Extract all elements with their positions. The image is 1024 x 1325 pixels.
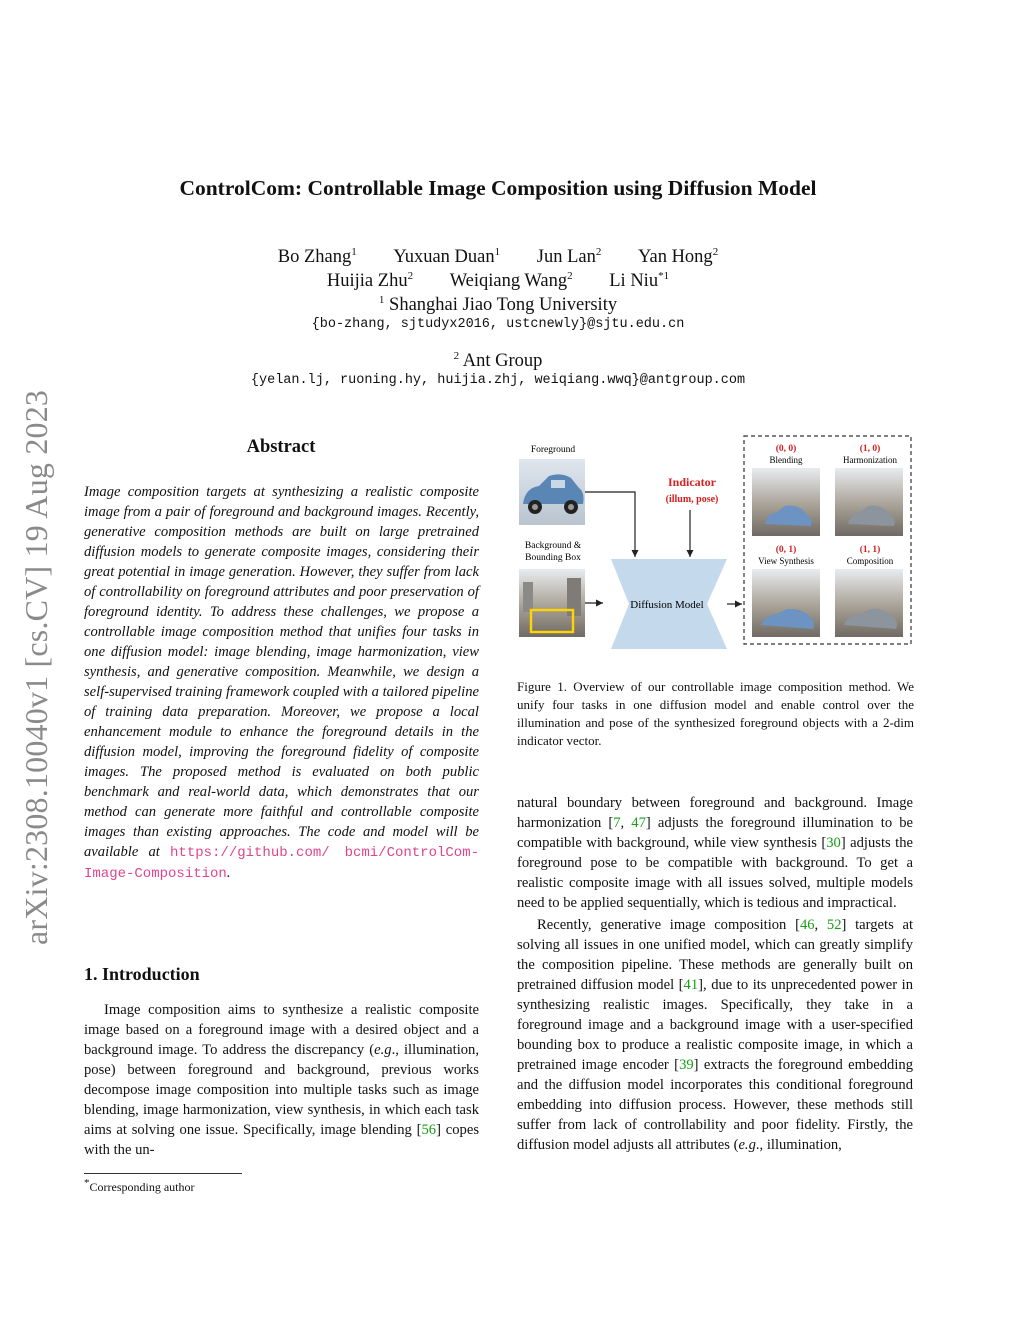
citation-link[interactable]: 56 (421, 1122, 437, 1138)
affiliation-1: $^1$ Shanghai Jiao Tong University (378, 294, 618, 316)
background-label-2: Bounding Box (525, 553, 581, 563)
figure-1-diagram (515, 432, 917, 650)
affiliation-2: $^2$ Ant Group (453, 350, 543, 372)
author: Bo Zhang$^1$ (277, 246, 357, 268)
indicator-sub-label: (illum, pose) (665, 494, 719, 505)
svg-text:(1, 0): (1, 0) (859, 444, 881, 454)
foreground-image (519, 459, 585, 525)
svg-text:View Synthesis: View Synthesis (758, 556, 814, 566)
svg-text:Composition: Composition (846, 556, 894, 566)
background-label-1: Background & (524, 541, 582, 551)
footnote-rule (84, 1173, 242, 1174)
author: Li Niu$^{*1}$ (609, 270, 670, 292)
arxiv-stamp: arXiv:2308.10040v1 [cs.CV] 19 Aug 2023 (18, 389, 54, 945)
code-link[interactable]: https://github.com/ bcmi/ControlCom-Image-Composition (84, 845, 479, 882)
svg-text:(0, 0): (0, 0) (775, 444, 797, 454)
paper-title: ControlCom: Controllable Image Composition using Diffusion Model (179, 176, 817, 200)
abstract-heading: Abstract (246, 437, 316, 457)
citation-link[interactable]: 46 (799, 917, 815, 933)
citation-link[interactable]: 47 (631, 815, 646, 831)
email-1: {bo-zhang, sjtudyx2016, ustcnewly}@sjtu.edu.cn (311, 317, 685, 332)
intro-paragraph-2: natural boundary between foreground and background. Image harmonization [7, 47] adjusts the foreground illumination to be compatible with background, while view synthesis [30] adjusts the foreground pose to be compatible with background. To get a realistic composite image with all issues solved, multiple models need to be applied sequentially, which is tedious and impractical. (517, 795, 913, 911)
svg-text:(0, 1): (0, 1) (775, 545, 797, 555)
output-harmonization (835, 443, 903, 536)
footnote: *Corresponding author (84, 1177, 195, 1194)
background-image (519, 569, 585, 637)
citation-link[interactable]: 7 (613, 815, 621, 831)
citation-link[interactable]: 30 (826, 835, 841, 851)
intro-paragraph-1: Image composition aims to synthesize a realistic composite image based on a foreground image with a desired object and a background image. To address the discrepancy (e.g., illumination, pose) between foreground and background, previous works decompose image composition into multiple tasks such as image blending, image harmonization, view synthesis, in which each task aims at solving one issue. Specifically, image blending [56] copes with the un- (84, 1002, 479, 1158)
output-composition (835, 544, 903, 637)
indicator-label: Indicator (668, 475, 716, 489)
output-view-synthesis (752, 544, 820, 637)
email-2: {yelan.lj, ruoning.hy, huijia.zhj, weiqiang.wwq}@antgroup.com (250, 373, 746, 388)
svg-text:Harmonization: Harmonization (843, 455, 897, 465)
svg-text:Blending: Blending (769, 455, 803, 465)
author: Yan Hong$^2$ (637, 246, 719, 268)
citation-link[interactable]: 41 (683, 977, 699, 993)
citation-link[interactable]: 52 (826, 917, 842, 933)
figure-1-caption: Figure 1. Overview of our controllable image composition method. We unify four tasks in one diffusion model and enable control over the illumination and pose of the synthesized foreground objects with a 2-dim indicator vector. (517, 679, 914, 748)
author: Weiqiang Wang$^2$ (449, 270, 573, 292)
output-blending (752, 443, 820, 536)
svg-text:(1, 1): (1, 1) (859, 545, 881, 555)
author: Yuxuan Duan$^1$ (393, 246, 501, 268)
diffusion-model-label: Diffusion Model (630, 599, 704, 611)
intro-right-column (517, 793, 913, 1155)
section-heading-introduction: 1. Introduction (84, 964, 200, 984)
author: Jun Lan$^2$ (536, 246, 602, 268)
intro-paragraph-3: Recently, generative image composition [46, 52] targets at solving all issues in one unified model, which can greatly simplify the composition pipeline. These methods are generally built on pretrained diffusion model [41], due to its unprecedented power in synthesizing realistic images. Specifically, they take in a foreground image and a background image with a user-specified bounding box to produce a realistic composite image, in which a pretrained image encoder [39] extracts the foreground embedding and the diffusion model incorporates this conditional foreground embedding into diffusion process. However, these methods still suffer from lack of controllability and poor fidelity. Firstly, the diffusion model adjusts all attributes (e.g., illumination, (517, 917, 914, 1153)
author: Huijia Zhu$^2$ (326, 270, 414, 292)
abstract-body: Image composition targets at synthesizing a realistic composite image from a pair of foreground and background images. Recently, generative composition methods are built on large pretrained diffusion models to generate composite images, considering their great potential in image generation. However, they suffer from lack of controllability on foreground attributes and poor preservation of foreground identity. To address these challenges, we propose a controllable image composition method that unifies four tasks in one diffusion model: image blending, image harmonization, view synthesis, and generative composition. Meanwhile, we design a self-supervised training framework coupled with a tailored pipeline of training data preparation. Moreover, we propose a local enhancement module to enhance the foreground details in the diffusion model, improving the foreground fidelity of composite images. The proposed method is evaluated on both public benchmark and real-world data, which demonstrates that our method can generate more faithful and controllable composite images than existing approaches. The code and model will be available at https://github.com/ bcmi/ControlCom-Image-Composition. (84, 484, 479, 882)
citation-link[interactable]: 39 (679, 1057, 694, 1073)
foreground-label: Foreground (530, 445, 576, 455)
